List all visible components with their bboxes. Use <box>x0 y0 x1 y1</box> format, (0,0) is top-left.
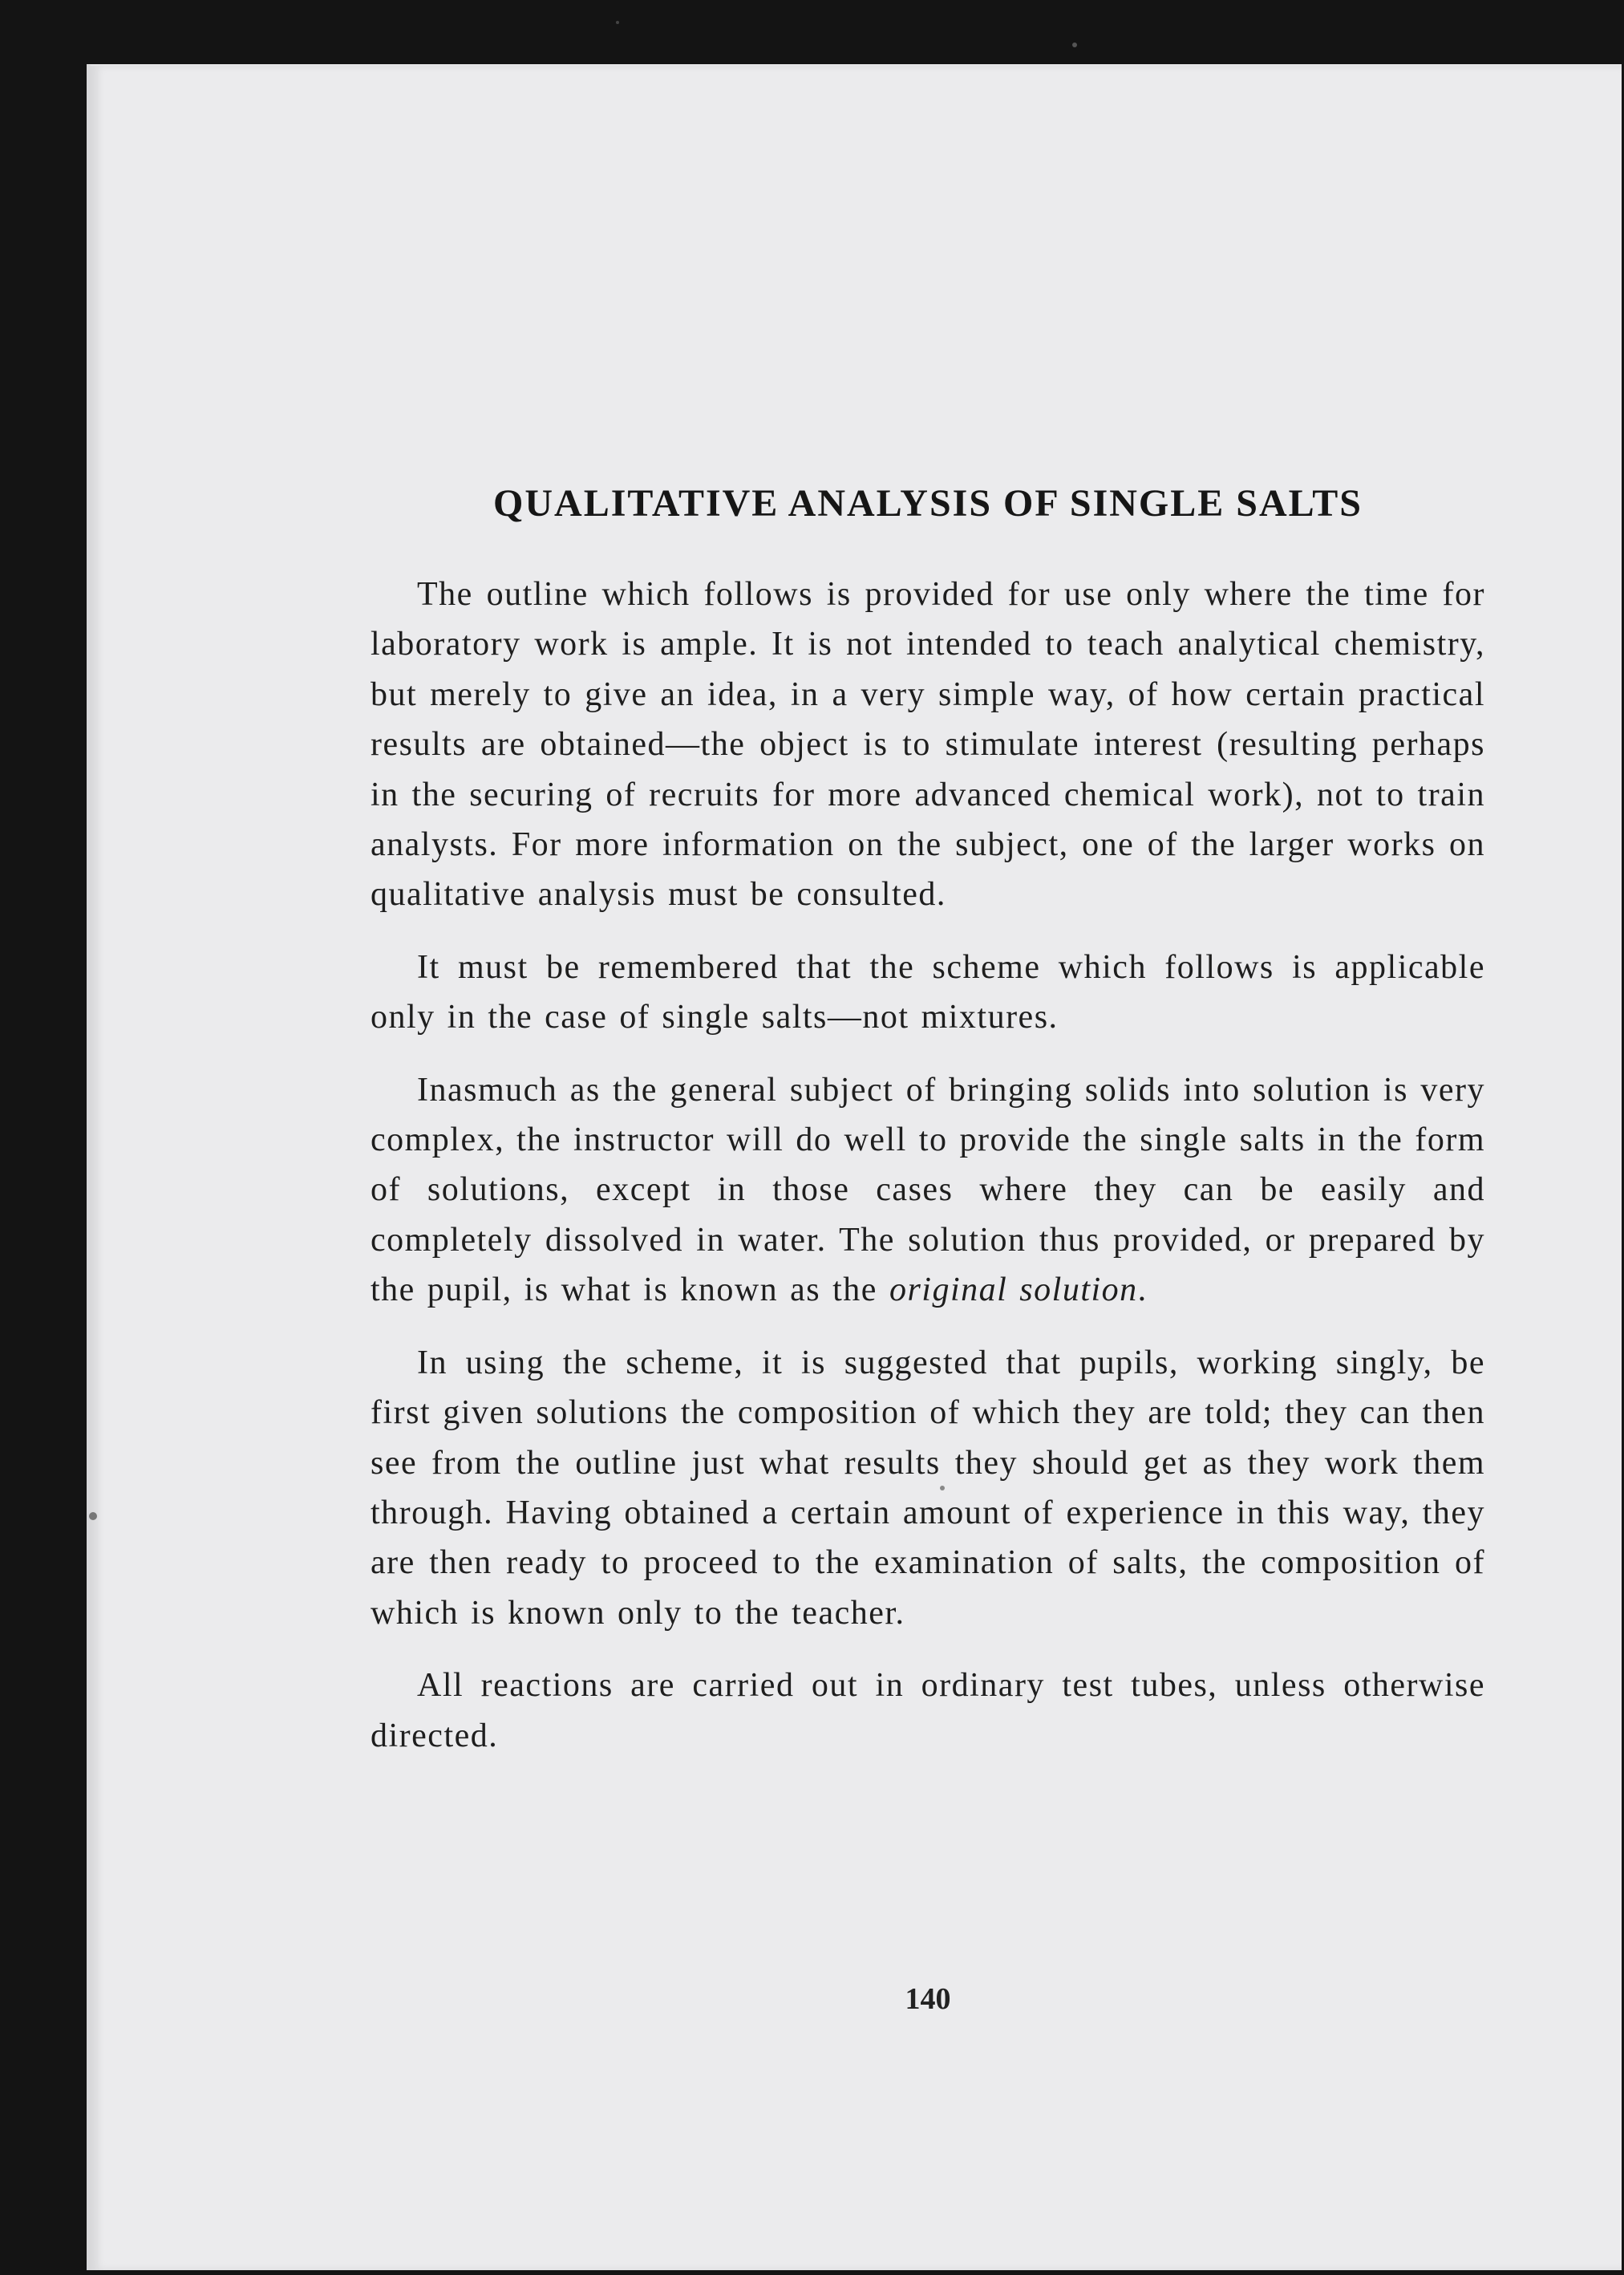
paragraph-intro: The outline which follows is provided for use only where the time for laboratory work is ample. It is not intended to teach analytical chemistry, but merely to give an idea, in a very simple way, of how certain practical results are obtained—the object is to stimulate interest (resulting perhaps in the securing of recruits for more advanced chemical work), not to train analysts. For more information on the subject, one of the larger works on qualitative analysis must be consulted. <box>371 576 1485 914</box>
paragraph-solutions <box>371 1065 1485 1316</box>
body-text <box>371 570 1485 1783</box>
paragraph-solutions-end: . <box>1137 1271 1148 1309</box>
page-number: 140 <box>905 1982 951 2016</box>
paragraph-using-scheme: In using the scheme, it is suggested that pupils, working singly, be first given solutions the composition of which they are told; they can then see from the outline just what results they should get as they work them through. Having obtained a certain amount of experience in this way, they are then ready to proceed to the examination of salts, the composition of which is known only to the teacher. <box>371 1344 1485 1632</box>
paragraph-reactions: All reactions are carried out in ordinary test tubes, unless otherwise directed. <box>371 1667 1485 1754</box>
paragraph-solutions-text: Inasmuch as the general subject of bringing solids into solution is very complex, the instructor will do well to provide the single salts in the form of solutions, except in those cases where they can be easily and completely dissolved in water. The solution thus provided, or prepared by the pupil, is what is known as the <box>371 1071 1485 1309</box>
paragraph-single-salts: It must be remembered that the scheme which follows is applicable only in the case of single salts—not mixtures. <box>371 948 1485 1036</box>
original-solution-term: original solution <box>889 1271 1138 1309</box>
page-title: QUALITATIVE ANALYSIS OF SINGLE SALTS <box>493 482 1363 525</box>
page-content <box>371 472 1573 2016</box>
